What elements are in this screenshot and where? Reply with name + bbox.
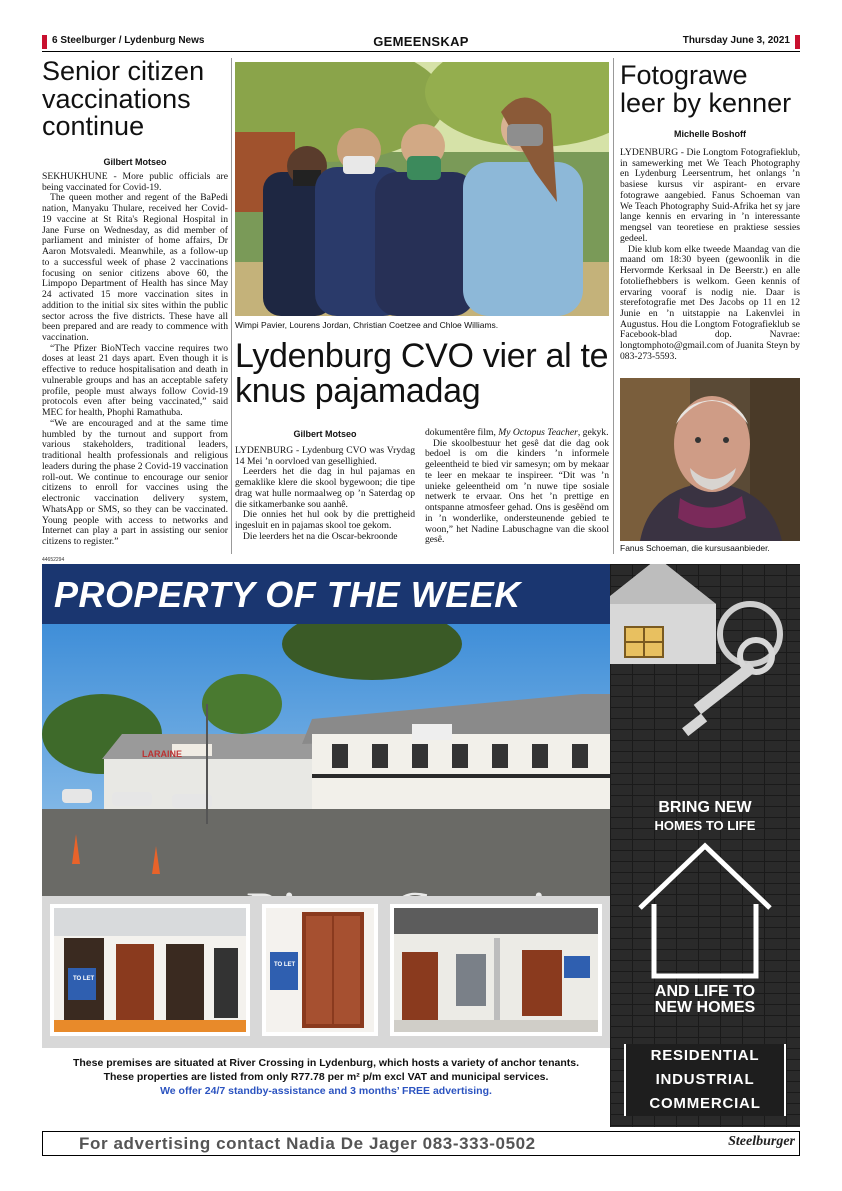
article2-paragraph: Die leerders het na die Oscar-bekroonde xyxy=(243,530,398,542)
shop-sign-text: LARAINE xyxy=(142,749,182,759)
instructor-portrait-photo xyxy=(620,378,800,541)
advertising-footer xyxy=(42,1131,800,1156)
shopfront-thumbnail xyxy=(50,904,250,1036)
pajama-day-photo xyxy=(235,62,609,316)
category-industrial: INDUSTRIAL xyxy=(626,1068,784,1092)
column-divider xyxy=(231,58,232,554)
article1-headline: Senior citizen vaccinations continue xyxy=(42,56,205,142)
article1-paragraph: “The Pfizer BioNTech vaccine requires two doses at least 21 days apart. Even though it is effective to reduce hospitalisation and death in vulnerable groups and has an acceptable safety profile, people must always follow Covid-19 protocols even after being vaccinated,” said MEC for health, Phophi Ramathuba. xyxy=(42,342,228,419)
header-date: Thursday June 3, 2021 xyxy=(682,35,790,46)
house-outline-icon xyxy=(610,838,800,988)
article2-paragraph: Leerders het die dag in hul pajamas en gemaklike klere die skool bygewoon; die tipe drag wat hulle normaalweg op ’n Saterdag op die sitkamerbanke sou aanhê. xyxy=(235,466,415,510)
header-publication: 6 Steelburger / Lydenburg News xyxy=(52,35,205,46)
ad-banner xyxy=(42,564,612,624)
column-divider xyxy=(613,58,614,554)
article2-body-col2 xyxy=(425,428,609,556)
ad-line-1: These premises are situated at River Crossing in Lydenburg, which hosts a variety of anchor tenants. xyxy=(72,1057,580,1069)
brick-panel xyxy=(610,564,800,1127)
article3-body xyxy=(620,148,800,372)
ad-code: 44652294 xyxy=(42,557,65,563)
to-let-sign: TO LET xyxy=(274,962,296,968)
category-commercial: COMMERCIAL xyxy=(626,1092,784,1116)
article1-paragraph: The queen mother and regent of the BaPedi nation, Manyaku Thulare, received her Covid-19 vaccine at St Rita's Regional Hospital in Jane Furse on Wednesday, as did member of parliament and minister of home affairs, Dr Aaron Motsvaledi. Meanwhile, as a follow-up to a successful week of phase 2 vaccinations focusing on senior citizens above 60, the Limpopo Department of Health has since May 24 activated 15 more vaccination sites in addition to the initial six sites within the public sector across the five districts. These have all been prepared and are ready to commence with vaccination. xyxy=(42,192,228,344)
slogan-and-life-to: AND LIFE TO xyxy=(654,983,756,1000)
article3-paragraph: LYDENBURG - Die Longtom Fotografieklub, in samewerking met We Teach Photography en Lydenburg Leersentrum, het onlangs ’n basiese kursus vir aspirant- en ervare fotograwe aangebied. Fanus Schoeman van We Teach Photography Suid-Afrika het sy jare lange kennis en ervaring in ’n interessante mengsel van teoretiese en praktiese sessies gedeel. xyxy=(620,148,800,244)
article1-byline: Gilbert Motseo xyxy=(103,157,167,167)
article2-headline: Lydenburg CVO vier al te knus pajamadag xyxy=(235,337,609,410)
page-header xyxy=(42,35,800,49)
property-categories xyxy=(624,1044,786,1116)
article2-film-intro: dokumentêre film, xyxy=(425,428,499,438)
article2-body-col1 xyxy=(235,446,415,556)
slogan-new-homes: NEW HOMES xyxy=(654,999,756,1016)
article2-paragraph: LYDENBURG - Lydenburg CVO was Vrydag 14 Mei ’n oorvloed van gesellighied. xyxy=(235,446,415,467)
door-thumbnail xyxy=(262,904,378,1036)
thumbnail-strip xyxy=(42,896,610,1048)
article2-byline: Gilbert Motseo xyxy=(293,429,357,439)
ad-line-3: We offer 24/7 standby-assistance and 3 months’ FREE advertising. xyxy=(160,1085,492,1098)
article2-paragraph: Die onnies het hul ook by die prettigheid ingesluit en in pajamas skool toe gekom. xyxy=(235,509,415,532)
house-key-icon xyxy=(610,564,800,764)
to-let-sign: TO LET xyxy=(73,976,95,982)
steelburger-logo: Steelburger xyxy=(728,1134,795,1149)
header-section: GEMEENSKAP xyxy=(373,34,469,49)
header-rule xyxy=(42,51,800,52)
article2-film-end: , gekyk. xyxy=(577,428,609,438)
article3-paragraph: Die klub kom elke tweede Maandag van die maand om 18:30 byeen (gewoonlik in die Hervormde Kerksaal in De Beerstr.) en alle fotoliefhebbers is welkom. Geen kennis of ervaring vooraf is nodig nie. Daar is sterefotografie met Des Jacobs op 11 en 12 Junie en ’n uitstappie na Lakenvlei in Augustus. Hou die Longtom Fotografieklub se Facebook-blad dop. Navrae: longtomphoto@gmail.com of Juanita Steyn by 083-273-5593. xyxy=(620,243,800,362)
ad-line-2: These properties are listed from only R77.78 per m² p/m excl VAT and municipal services. xyxy=(103,1071,549,1084)
article3-headline: Fotograwe leer by kenner xyxy=(620,60,792,118)
article1-paragraph: SEKHUKHUNE - More public officials are being vaccinated for Covid-19. xyxy=(42,172,228,193)
article3-byline: Michelle Boshoff xyxy=(673,129,746,139)
ad-description xyxy=(42,1048,610,1127)
photo1-caption: Wimpi Pavier, Lourens Jordan, Christian Coetzee and Chloe Williams. xyxy=(235,320,499,330)
advertising-contact: For advertising contact Nadia De Jager 083-333-0502 xyxy=(79,1134,536,1153)
photo3-caption: Fanus Schoeman, die kursusaanbieder. xyxy=(620,543,770,553)
property-advert xyxy=(42,564,800,1127)
article1-paragraph: “We are encouraged and at the same time humbled by the turnout and support from various stakeholders, traditional leaders, traditional health professionals and religious leaders during the phase 2 Covid-19 vaccination roll-out. We continue to encourage our senior citizens to enroll for vaccines using the electronic vaccination delivery system, WhatsApp or SMS, so they can be vaccinated. Young people with access to networks and Internet can play a part in assisting our senior citizens to register.” xyxy=(42,417,228,547)
article1-body xyxy=(42,172,228,556)
arcade-thumbnail xyxy=(390,904,602,1036)
river-crossing-photo xyxy=(42,624,610,926)
category-residential: RESIDENTIAL xyxy=(626,1044,784,1068)
header-marker-right xyxy=(795,35,800,49)
slogan-bring-new: BRING NEW xyxy=(658,799,752,816)
article2-film-title: My Octopus Teacher xyxy=(498,428,578,438)
slogan-homes-to-life: HOMES TO LIFE xyxy=(654,818,756,833)
article2-paragraph: Die skoolbestuur het gesê dat die dag ook bedoel is om die kinders ’n informele geleentheid te bied vir samesyn; om by mekaar te leer en mekaar te inspireer. “Dit was ’n unieke geleentheid om ’n nuwe tipe sosiale netwerk te ervaar. Ons het ’n prettige en ontspanne atmosfeer gehad. Ons is gesêënd om in ’n wonderlike, ondersteunende gebied te woon,” het Nadine Labuschagne van die skool gesê. xyxy=(425,437,609,546)
ad-banner-title: PROPERTY OF THE WEEK xyxy=(54,574,521,615)
